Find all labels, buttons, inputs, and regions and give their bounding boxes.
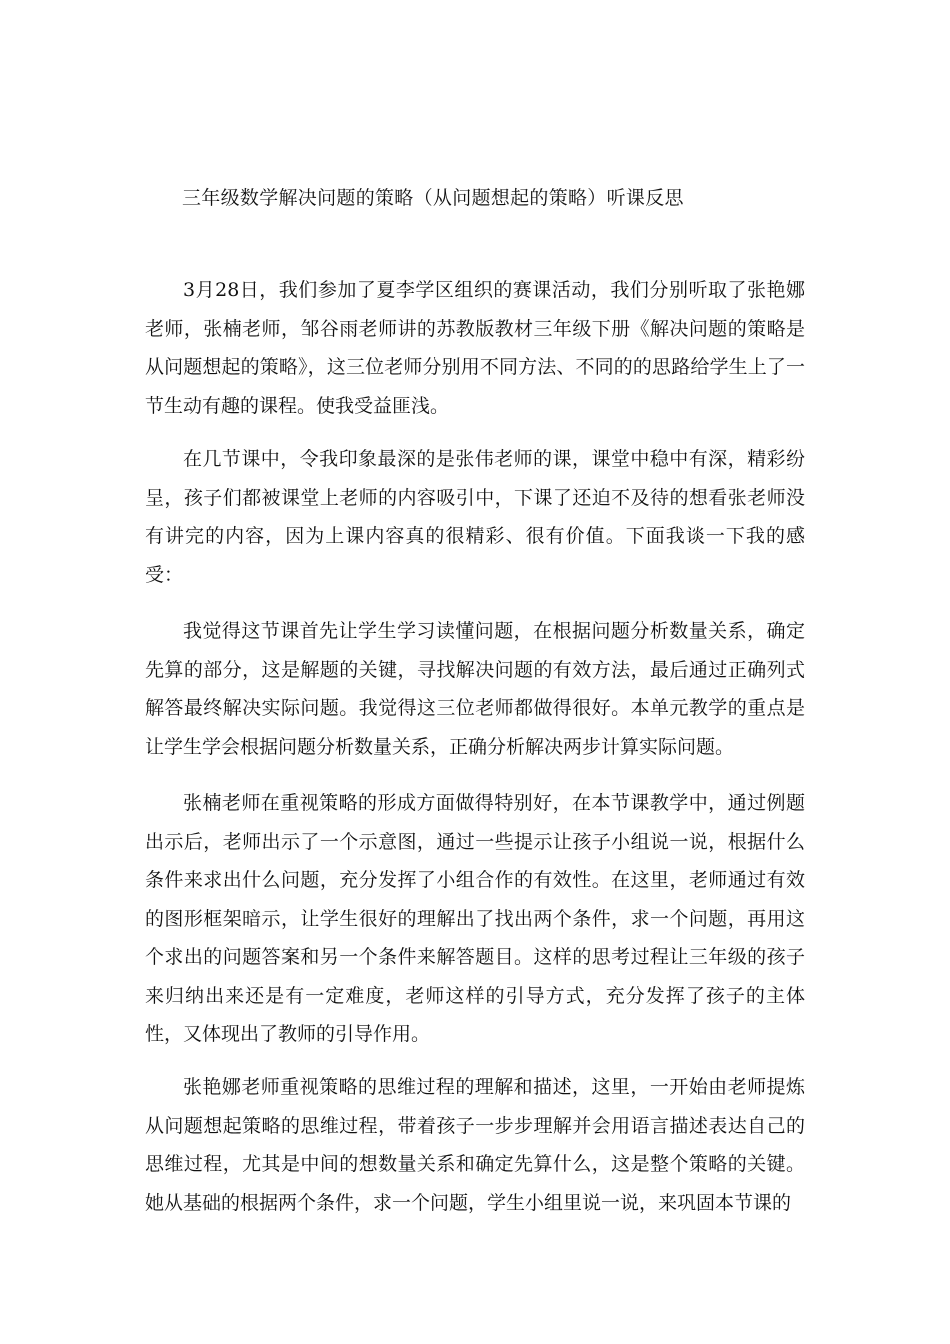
paragraph-event-intro: 3月28日，我们参加了夏李学区组织的赛课活动，我们分别听取了张艳娜老师，张楠老师，邹谷雨老师讲的苏教版教材三年级下册《解决问题的策略是从问题想起的策略》，这三位老师分别用不同方法、不同的的思路给学生上了一节生动有趣的课程。使我受益匪浅。 <box>145 279 805 417</box>
paragraph-zhang-yanna: 张艳娜老师重视策略的思维过程的理解和描述，这里，一开始由老师提炼从问题想起策略的思维过程，带着孩子一步步理解并会用语言描述表达自己的思维过程，尤其是中间的想数量关系和确定先算什么，这是整个策略的关键。她从基础的根据两个条件，求一个问题，学生小组里说一说，来巩固本节课的 <box>145 1076 805 1214</box>
document-title: 三年级数学解决问题的策略（从问题想起的策略）听课反思 <box>182 187 684 209</box>
paragraph-impression: 在几节课中，令我印象最深的是张伟老师的课，课堂中稳中有深，精彩纷呈，孩子们都被课堂上老师的内容吸引中，下课了还迫不及待的想看张老师没有讲完的内容，因为上课内容真的很精彩、很有价值。下面我谈一下我的感受： <box>145 448 805 586</box>
paragraph-lesson-focus: 我觉得这节课首先让学生学习读懂问题，在根据问题分析数量关系，确定先算的部分，这是解题的关键，寻找解决问题的有效方法，最后通过正确列式解答最终解决实际问题。我觉得这三位老师都做得很好。本单元教学的重点是让学生学会根据问题分析数量关系，正确分析解决两步计算实际问题。 <box>145 620 805 758</box>
paragraph-zhang-nan: 张楠老师在重视策略的形成方面做得特别好，在本节课教学中，通过例题出示后，老师出示了一个示意图，通过一些提示让孩子小组说一说，根据什么条件来求出什么问题，充分发挥了小组合作的有效性。在这里，老师通过有效的图形框架暗示，让学生很好的理解出了找出两个条件，求一个问题，再用这个求出的问题答案和另一个条件来解答题目。这样的思考过程让三年级的孩子来归纳出来还是有一定难度，老师这样的引导方式，充分发挥了孩子的主体性，又体现出了教师的引导作用。 <box>145 792 805 1045</box>
